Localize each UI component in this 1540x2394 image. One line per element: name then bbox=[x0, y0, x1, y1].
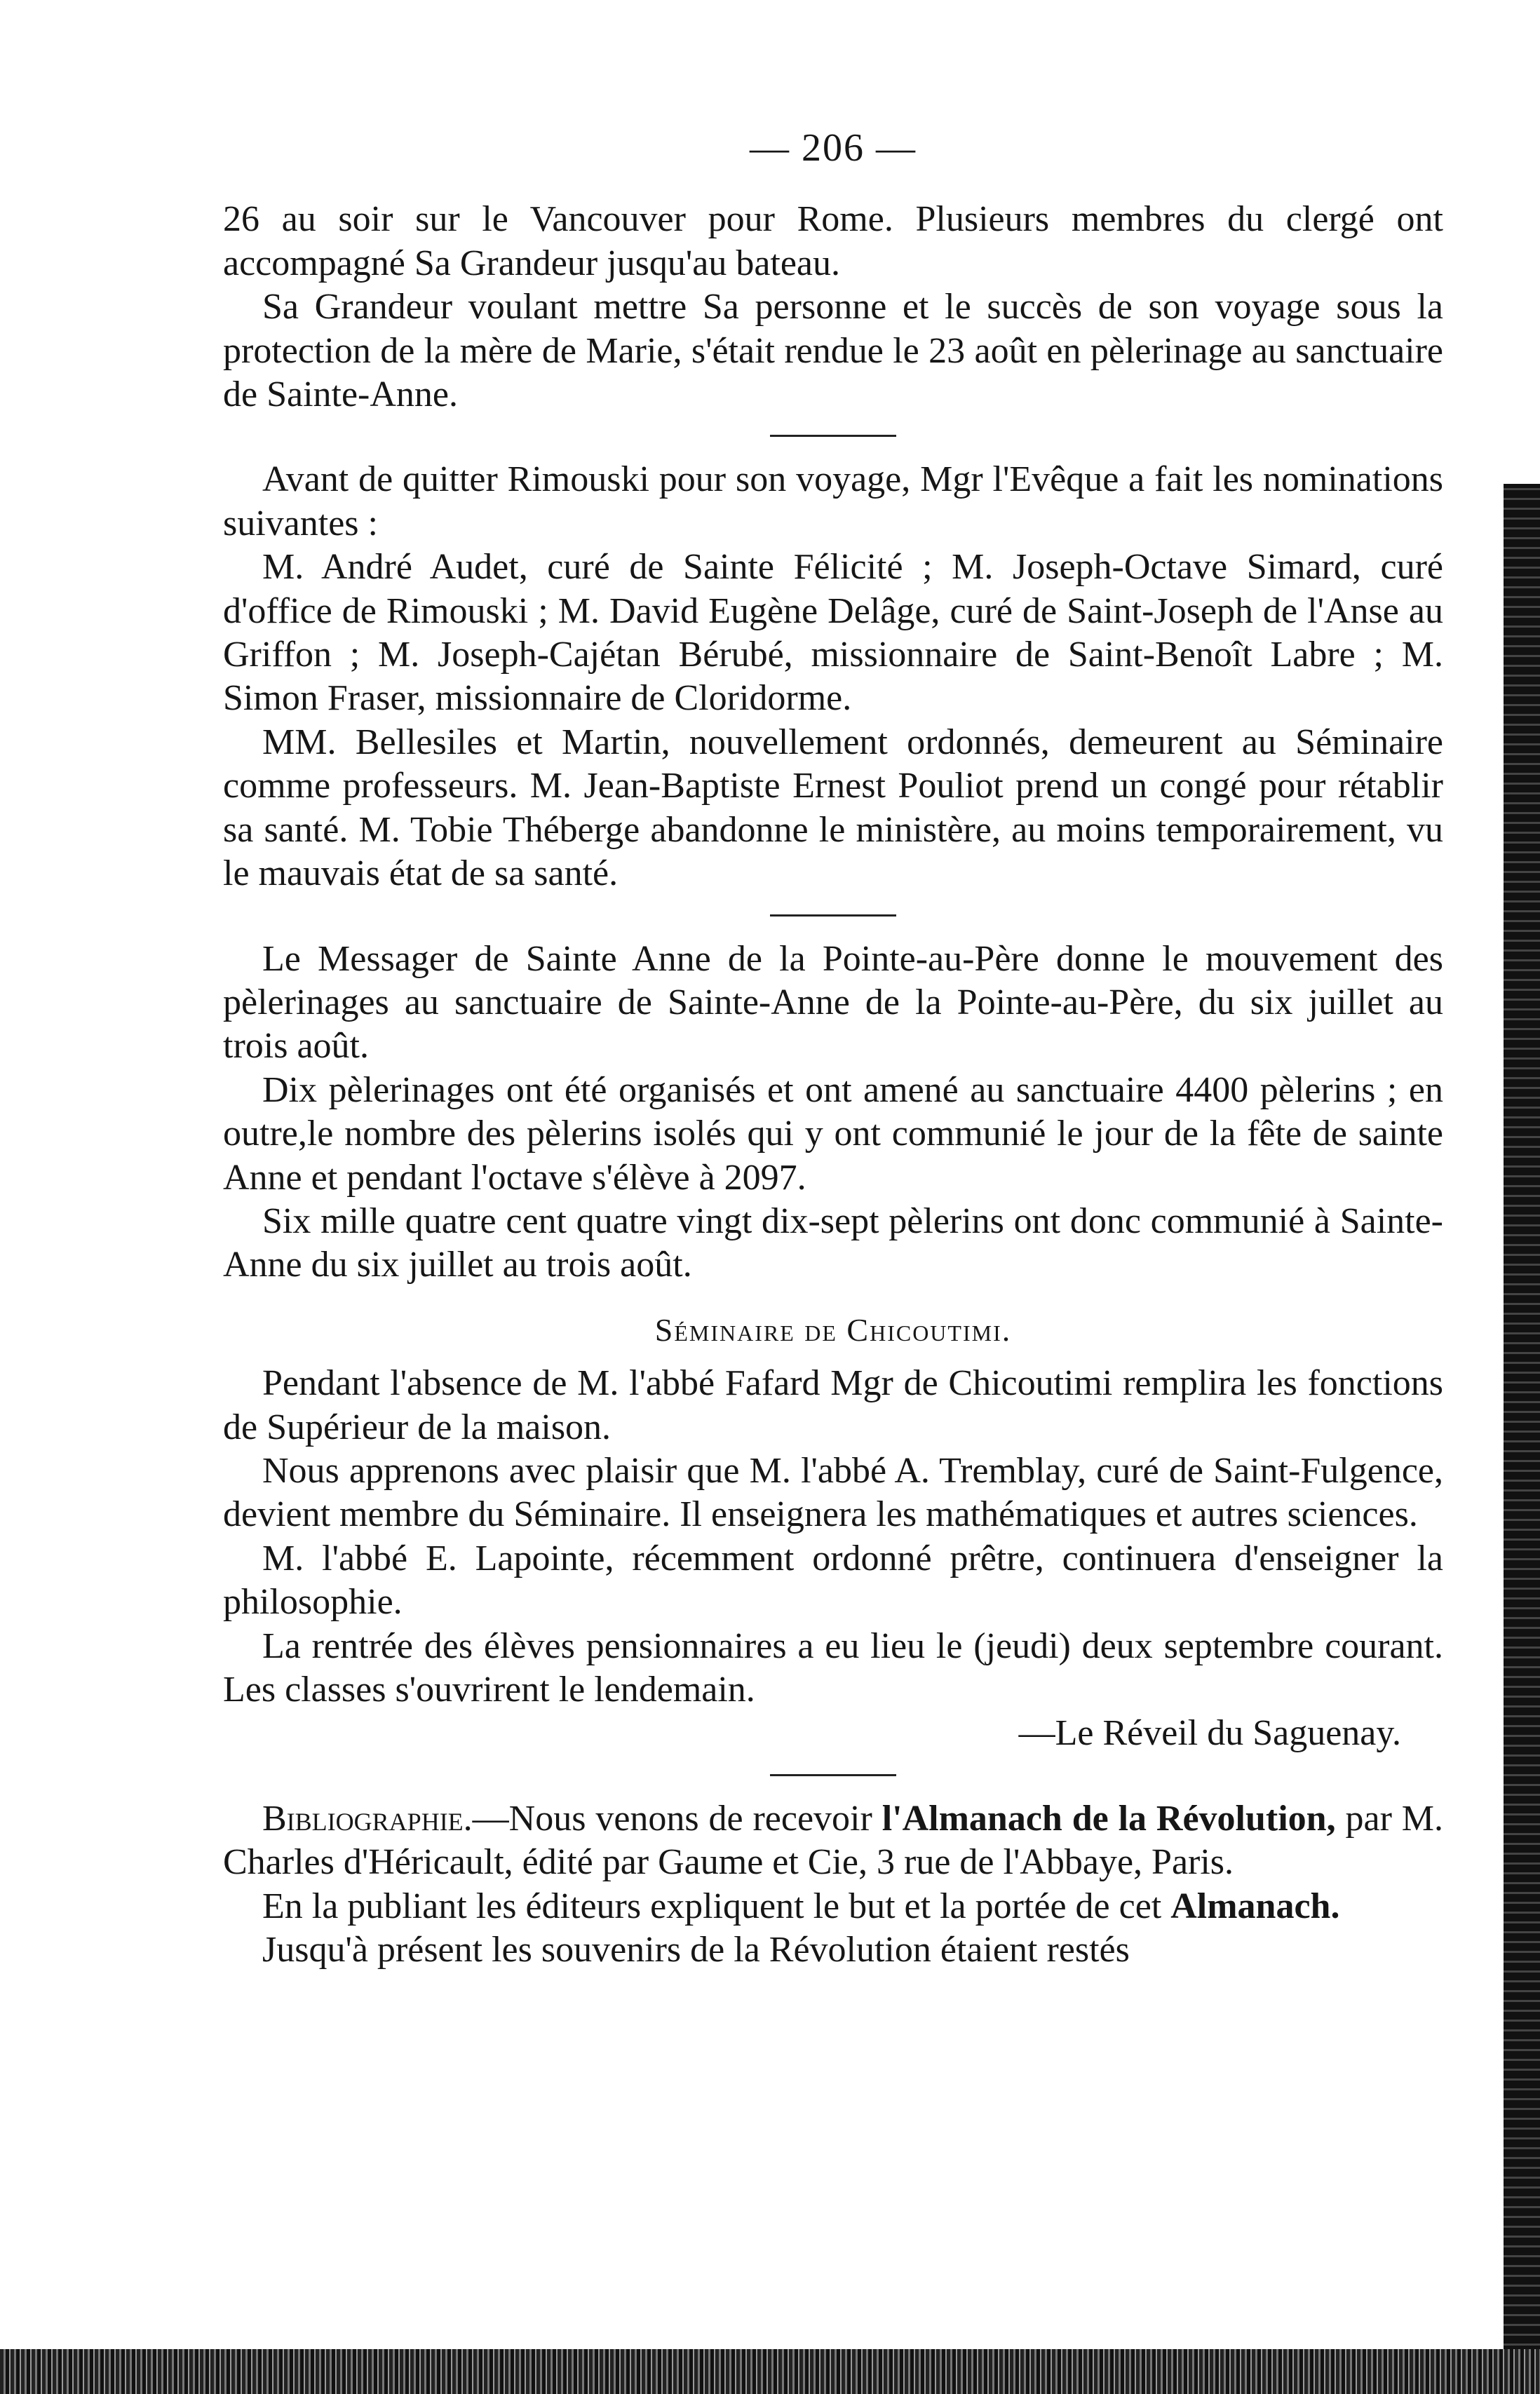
paragraph-absence: Pendant l'absence de M. l'abbé Fafard Mgr de Chicoutimi remplira les fonctions de Supérieur de la maison. bbox=[223, 1363, 1443, 1447]
scan-bottom-band bbox=[0, 2349, 1540, 2394]
paragraph-editeurs bbox=[223, 1885, 1443, 1928]
paragraph-tremblay: Nous apprenons avec plaisir que M. l'abbé A. Tremblay, curé de Saint-Fulgence, devient membre du Séminaire. Il enseignera les mathématiques et autres sciences. bbox=[223, 1450, 1443, 1535]
bibliographie-details: par M. Charles d'Héricault, édité par Gaume et Cie, 3 rue de l'Abbaye, Paris. bbox=[223, 1798, 1443, 1883]
paragraph-grandeur: Sa Grandeur voulant mettre Sa personne et le succès de son voyage sous la protection de la mère de Marie, s'était rendue le 23 août en pèlerinage au sanctuaire de Sainte-Anne. bbox=[223, 287, 1443, 415]
paragraph-total: Six mille quatre cent quatre vingt dix-sept pèlerins ont donc communié à Sainte-Anne du six juillet au trois août. bbox=[223, 1201, 1443, 1285]
paragraph-nominations-intro: Avant de quitter Rimouski pour son voyage, Mgr l'Evêque a fait les nominations suivantes : bbox=[223, 459, 1443, 543]
bibliographie-label: Bibliographie. bbox=[262, 1798, 473, 1839]
almanach-word: Almanach. bbox=[1170, 1886, 1340, 1926]
section-heading-seminaire: Séminaire de Chicoutimi. bbox=[654, 1311, 1012, 1348]
paragraph-rentree: La rentrée des élèves pensionnaires a eu lieu le (jeudi) deux septembre courant. Les classes s'ouvrirent le lendemain. bbox=[223, 1625, 1443, 1710]
scan-edge-shadow bbox=[1504, 484, 1540, 2377]
paragraph-pelerinages: Dix pèlerinages ont été organisés et ont amené au sanctuaire 4400 pèlerins ; en outre,le nombre des pèlerins isolés qui y ont communié le jour de la fête de sainte Anne et pendant l'octave s'élève à 2097. bbox=[223, 1069, 1443, 1198]
paragraph-lapointe: M. l'abbé E. Lapointe, récemment ordonné prêtre, continuera d'enseigner la philosophie. bbox=[223, 1538, 1443, 1623]
bibliographie-intro: —Nous venons de recevoir bbox=[472, 1798, 882, 1839]
source-signature: —Le Réveil du Saguenay. bbox=[1018, 1713, 1401, 1754]
page-number: — 206 — bbox=[750, 126, 917, 170]
section-divider bbox=[770, 1774, 896, 1776]
paragraph-nominations-list: M. André Audet, curé de Sainte Félicité ; M. Joseph-Octave Simard, curé d'office de Rimouski ; M. David Eugène Delâge, curé de Saint-Joseph de l'Anse au Griffon ; M. Joseph-Cajétan Bérubé, missionnaire de Saint-Benoît Labre ; M. Simon Fraser, missionnaire de Cloridorme. bbox=[223, 547, 1443, 719]
section-divider bbox=[770, 914, 896, 917]
paragraph-nominations-seminaire: MM. Bellesiles et Martin, nouvellement ordonnés, demeurent au Séminaire comme professeurs. M. Jean-Baptiste Ernest Pouliot prend un congé pour rétablir sa santé. M. Tobie Théberge abandonne le ministère, au moins temporairement, vu le mauvais état de sa santé. bbox=[223, 722, 1443, 894]
section-divider bbox=[770, 435, 896, 437]
paragraph-vancouver: 26 au soir sur le Vancouver pour Rome. Plusieurs membres du clergé ont accompagné Sa Grandeur jusqu'au bateau. bbox=[223, 199, 1443, 283]
almanach-title: l'Almanach de la Révolution, bbox=[882, 1798, 1336, 1839]
paragraph-bibliographie bbox=[223, 1797, 1443, 1885]
editeurs-text: En la publiant les éditeurs expliquent le but et la portée de cet bbox=[262, 1886, 1171, 1926]
paragraph-souvenirs: Jusqu'à présent les souvenirs de la Révolution étaient restés bbox=[262, 1930, 1130, 1970]
page-text bbox=[223, 126, 1443, 1972]
paragraph-messager: Le Messager de Sainte Anne de la Pointe-au-Père donne le mouvement des pèlerinages au sanctuaire de Sainte-Anne de la Pointe-au-Père, du six juillet au trois août. bbox=[223, 938, 1443, 1067]
